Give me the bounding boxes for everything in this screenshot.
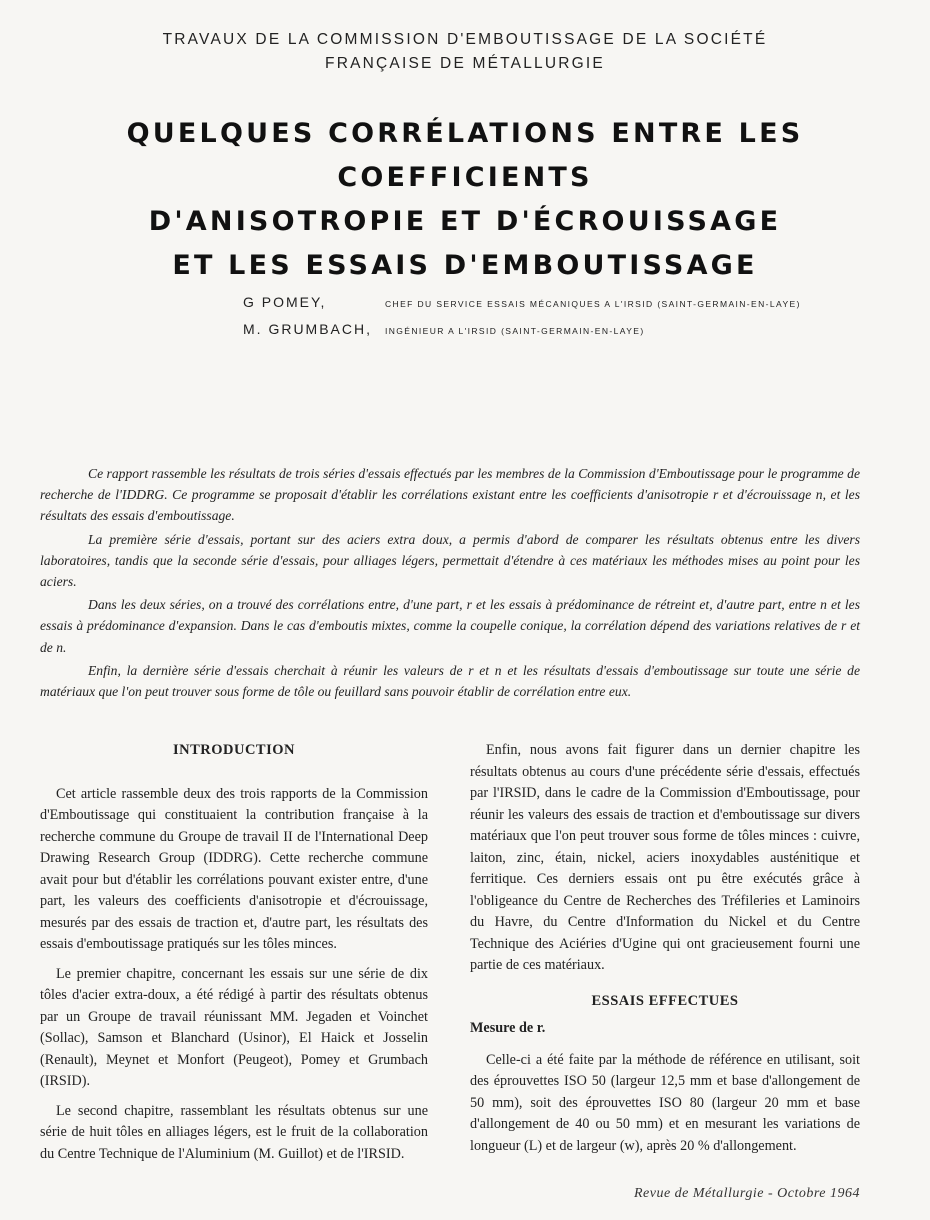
- body-paragraph: Le second chapitre, rassemblant les résultats obtenus sur une série de huit tôles en alliages légers, est le fruit de la collaboration du Centre Technique de l'Aluminium (M. Guillot) et de l'IRSID.: [40, 1102, 428, 1162]
- title-line-2: D'ANISOTROPIE ET D'ÉCROUISSAGE: [148, 206, 782, 237]
- right-column: [470, 740, 860, 1165]
- section-heading-introduction: INTRODUCTION: [172, 742, 295, 758]
- body-paragraph: Enfin, nous avons fait figurer dans un dernier chapitre les résultats obtenus au cours d'une précédente série d'essais, effectués par l'IRSID, dans le cadre de la Commission d'Emboutissage, pour réunir les valeurs des essais de traction et d'emboutissage sur divers matériaux que l'on peut trouver sous forme de tôles minces : cuivre, laiton, zinc, étain, nickel, aciers inoxydables austénitique et ferritique. Ces derniers essais ont pu être exécutés grâce à l'obligeance du Centre de Recherches des Tréfileries et Laminoirs du Havre, du Centre d'Information du Nickel et du Centre Technique des Aciéries d'Ugine qui ont gracieusement fourni une partie de ces matériaux.: [470, 742, 860, 973]
- author-name: G POMEY,: [243, 294, 327, 310]
- title-line-3: ET LES ESSAIS D'EMBOUTISSAGE: [172, 250, 758, 281]
- author-name: M. GRUMBACH,: [243, 321, 372, 337]
- article-title: [0, 112, 930, 288]
- author-row: [243, 321, 883, 348]
- title-line-1: QUELQUES CORRÉLATIONS ENTRE LES COEFFICIENTS: [126, 118, 804, 193]
- journal-header: [0, 28, 930, 76]
- author-row: [243, 294, 883, 321]
- body-paragraph: Le premier chapitre, concernant les essais sur une série de dix tôles d'acier extra-doux, a été rédigé à partir des résultats obtenus par un Groupe de travail réunissant MM. Jegaden et Voinchet (Sollac), Samson et Blanchard (Usinor), El Haick et Josselin (Renault), Meynet et Monfort (Peugeot), Pomey et Grumbach (IRSID).: [40, 965, 428, 1089]
- subsection-heading: Mesure de r.: [470, 1020, 546, 1036]
- section-heading-essais: ESSAIS EFFECTUES: [591, 992, 739, 1009]
- author-affiliation: CHEF DU SERVICE ESSAIS MÉCANIQUES A L'IRSID (SAINT-GERMAIN-EN-LAYE): [385, 299, 801, 309]
- header-line-1: TRAVAUX DE LA COMMISSION D'EMBOUTISSAGE DE LA SOCIÉTÉ: [162, 31, 768, 48]
- author-list: [243, 294, 883, 348]
- abstract-paragraph: Dans les deux séries, on a trouvé des corrélations entre, d'une part, r et les essais à prédominance de rétreint et, d'autre part, entre n et les essais à prédominance d'expansion. Dans le cas d'emboutis mixtes, comme la coupelle conique, la corrélation dépend des variations relatives de r et de n.: [40, 597, 860, 655]
- header-line-2: FRANÇAISE DE MÉTALLURGIE: [325, 55, 605, 72]
- author-affiliation: INGÉNIEUR A L'IRSID (SAINT-GERMAIN-EN-LAYE): [385, 326, 645, 336]
- abstract-paragraph: La première série d'essais, portant sur des aciers extra doux, a permis d'abord de comparer les résultats obtenus entre les divers laboratoires, tandis que la seconde série d'essais, pour alliages légers, permettait d'étendre à ces matériaux les méthodes mises au point pour les aciers.: [40, 531, 860, 590]
- body-paragraph: Cet article rassemble deux des trois rapports de la Commission d'Emboutissage qui constituaient la contribution française à la recherche commune du Groupe de travail II de l'International Deep Drawing Research Group (IDDRG). Cette recherche commune avait pour but d'établir les corrélations pouvant exister entre, d'une part, les valeurs des coefficients d'anisotropie et d'écrouissage, mesurés par des essais de traction et, d'autre part, les résultats des essais d'emboutissage pratiqués sur les tôles minces.: [40, 785, 428, 952]
- body-paragraph: Celle-ci a été faite par la méthode de référence en utilisant, soit des éprouvettes ISO 50 (largeur 12,5 mm et base d'allongement de 50 mm), soit des éprouvettes ISO 80 (largeur 20 mm et base d'allongement de 40 ou 50 mm) et en mesurant les variations de longueur (L) et de largeur (w), après 20 % d'allongement.: [470, 1051, 860, 1154]
- abstract-paragraph: Ce rapport rassemble les résultats de trois séries d'essais effectués par les membres de la Commission d'Emboutissage pour le programme de recherche de l'IDDRG. Ce programme se proposait d'établir les corrélations existant entre les coefficients d'anisotropie r et d'écrouissage n, et les résultats des essais d'emboutissage.: [40, 466, 860, 524]
- abstract-paragraph: Enfin, la dernière série d'essais cherchait à réunir les valeurs de r et n et les résultats d'essais d'emboutissage sur toute une série de matériaux que l'on peut trouver sous forme de tôle ou feuillard sans pouvoir établir de corrélation entre eux.: [40, 662, 860, 700]
- page-footer: Revue de Métallurgie - Octobre 1964: [633, 1186, 860, 1201]
- abstract: [40, 463, 860, 704]
- left-column: [40, 740, 428, 1173]
